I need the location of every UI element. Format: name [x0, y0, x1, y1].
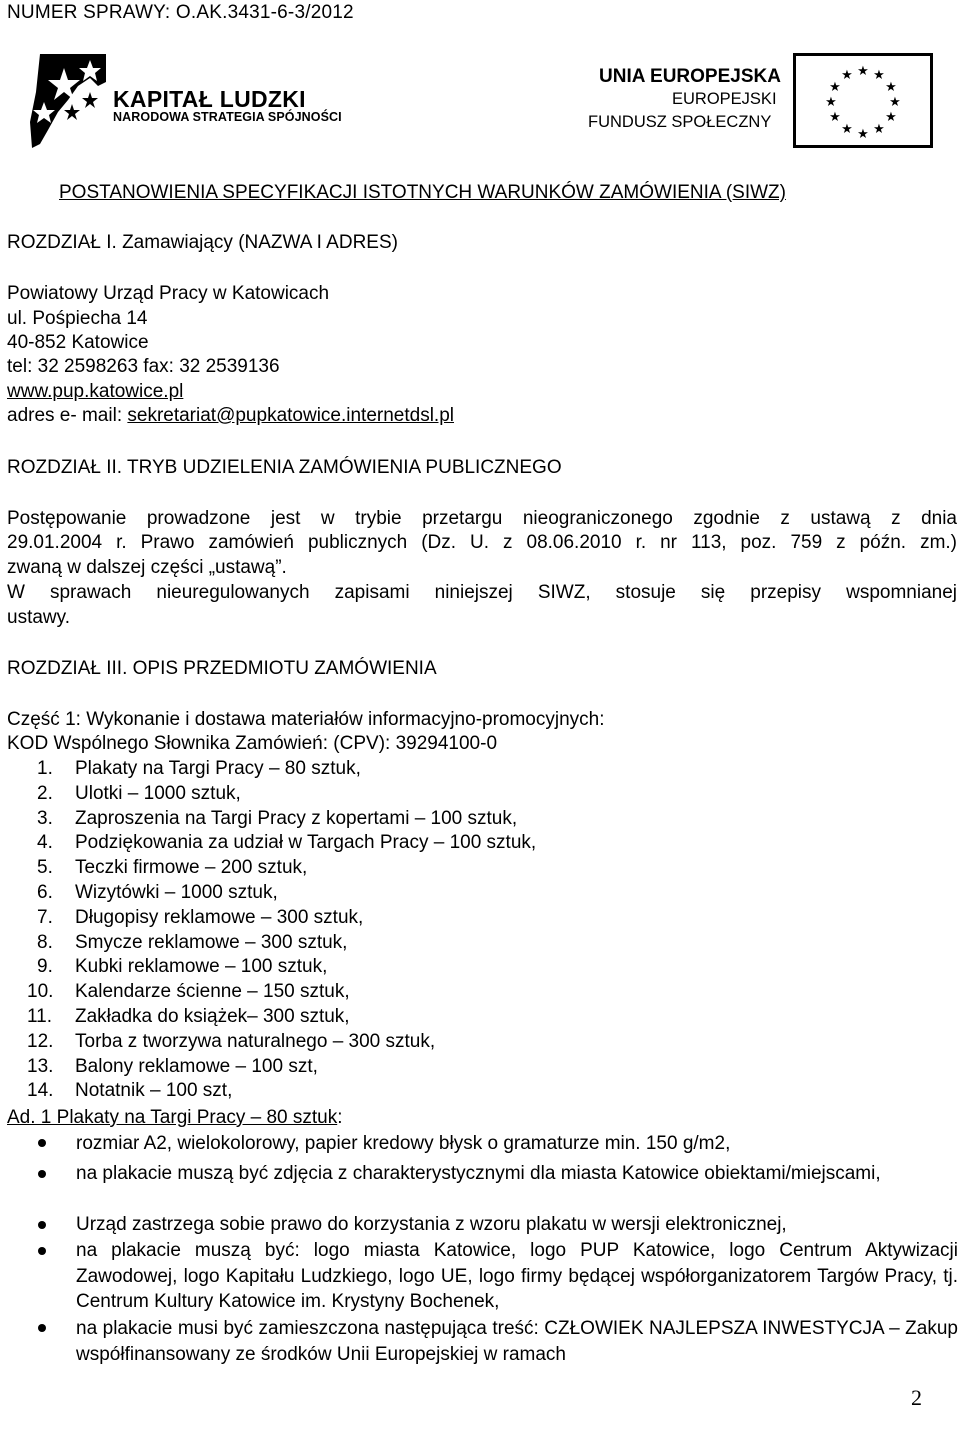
kapital-ludzki-title: KAPITAŁ LUDZKI [113, 86, 306, 112]
cpv-code: KOD Wspólnego Słownika Zamówień: (CPV): 39294100-0 [7, 733, 498, 754]
section3-heading: ROZDZIAŁ III. OPIS PRZEDMIOTU ZAMÓWIENIA [7, 658, 437, 679]
email-label: adres e- mail: [7, 405, 128, 426]
list-item-text: Długopisy reklamowe – 300 sztuk, [75, 906, 364, 928]
svg-text:★: ★ [885, 110, 897, 125]
kapital-ludzki-subtitle: NARODOWA STRATEGIA SPÓJNOŚCI [113, 110, 342, 124]
list-item-number: 13. [27, 1055, 54, 1077]
list-item-number: 14. [27, 1080, 54, 1102]
list-item-number: 9. [37, 956, 53, 978]
bullet-text: Urząd zastrzega sobie prawo do korzystania z wzoru plakatu w wersji elektronicznej, [76, 1214, 787, 1235]
bullet-dot [38, 1170, 46, 1178]
eu-flag-icon [793, 53, 933, 148]
list-item-text: Kubki reklamowe – 100 sztuk, [75, 956, 328, 978]
svg-text:★: ★ [857, 127, 869, 142]
list-item-text: Notatnik – 100 szt, [75, 1080, 233, 1102]
bullet-dot [38, 1247, 46, 1255]
phone-fax: tel: 32 2598263 fax: 32 2539136 [7, 356, 280, 377]
list-item-text: Podziękowania za udział w Targach Pracy – 100 sztuk, [75, 832, 537, 854]
eu-logo-line1: UNIA EUROPEJSKA [599, 66, 781, 87]
bullet-dot [38, 1139, 46, 1147]
svg-text:★: ★ [825, 95, 837, 110]
list-item-text: Balony reklamowe – 100 szt, [75, 1055, 318, 1077]
svg-text:★: ★ [829, 110, 841, 125]
contracting-authority-name: Powiatowy Urząd Pracy w Katowicach [7, 283, 330, 304]
list-item-number: 1. [37, 758, 53, 779]
list-item-text: Ulotki – 1000 sztuk, [75, 782, 241, 804]
list-item-text: Zakładka do książek– 300 sztuk, [75, 1006, 350, 1027]
email-link[interactable]: sekretariat@pupkatowice.internetdsl.pl [127, 405, 454, 426]
paragraph-line: zwaną w dalszej części „ustawą”. [7, 557, 287, 578]
bullet-dot [38, 1221, 46, 1229]
svg-text:★: ★ [885, 80, 897, 95]
bullet-text: na plakacie musi być zamieszczona następująca treść: CZŁOWIEK NAJLEPSZA INWESTYCJA – Zakup współfinansowany ze środków Unii Europejskiej w ramach [76, 1318, 958, 1365]
case-number: NUMER SPRAWY: O.AK.3431-6-3/2012 [7, 2, 354, 23]
list-item-number: 2. [37, 782, 53, 804]
bullet-text: na plakacie muszą być: logo miasta Katowice, logo PUP Katowice, logo Centrum Aktywizacji Zawodowej, logo Kapitału Ludzkiego, logo UE, logo firmy będącej współorganizatorem Targów Pracy, tj. Centrum Kultury Katowice im. Krystyny Bochenek, [76, 1240, 958, 1313]
bullet-dot [38, 1324, 46, 1332]
svg-text:★: ★ [829, 80, 841, 95]
eu-logo-line3: FUNDUSZ SPOŁECZNY [588, 113, 772, 131]
section2-heading: ROZDZIAŁ II. TRYB UDZIELENIA ZAMÓWIENIA PUBLICZNEGO [7, 457, 562, 478]
list-item-number: 10. [27, 981, 54, 1003]
list-item-number: 4. [37, 832, 53, 854]
list-item-number: 8. [37, 931, 53, 953]
document-title: POSTANOWIENIA SPECYFIKACJI ISTOTNYCH WARUNKÓW ZAMÓWIENIA (SIWZ) [59, 182, 786, 203]
bullet-text: na plakacie muszą być zdjęcia z charakterystycznymi dla miasta Katowice obiektami/miejscami, [76, 1163, 881, 1184]
svg-text:★: ★ [889, 95, 901, 110]
address-city: 40-852 Katowice [7, 332, 149, 353]
svg-text:★: ★ [841, 122, 853, 137]
list-item-number: 6. [37, 882, 53, 903]
address-street: ul. Pośpiecha 14 [7, 308, 148, 329]
website-link[interactable]: www.pup.katowice.pl [7, 381, 184, 402]
paragraph-line: ustawy. [7, 607, 71, 628]
list-item-text: Wizytówki – 1000 sztuk, [75, 882, 278, 903]
paragraph-line: 29.01.2004 r. Prawo zamówień publicznych (Dz. U. z 08.06.2010 r. nr 113, poz. 759 z późn. zm.) [7, 532, 957, 553]
list-item-text: Smycze reklamowe – 300 sztuk, [75, 931, 348, 953]
list-item-number: 7. [37, 906, 53, 928]
page-number: 2 [911, 1385, 922, 1410]
email-line [7, 404, 454, 428]
list-item-text: Zaproszenia na Targi Pracy z kopertami – 100 sztuk, [75, 807, 518, 829]
section1-heading: ROZDZIAŁ I. Zamawiający (NAZWA I ADRES) [7, 232, 398, 253]
paragraph-line: W sprawach nieuregulowanych zapisami niniejszej SIWZ, stosuje się przepisy wspomnianej [7, 582, 957, 603]
bullet-text: rozmiar A2, wielokolorowy, papier kredowy błysk o gramaturze min. 150 g/m2, [76, 1133, 731, 1154]
list-item-text: Kalendarze ścienne – 150 sztuk, [75, 981, 350, 1003]
svg-text:★: ★ [873, 122, 885, 137]
list-item-text: Plakaty na Targi Pracy – 80 sztuk, [75, 758, 361, 779]
svg-text:★: ★ [873, 68, 885, 83]
part1-heading: Część 1: Wykonanie i dostawa materiałów informacyjno-promocyjnych: [7, 709, 605, 730]
ad1-heading-text: Ad. 1 Plakaty na Targi Pracy – 80 sztuk [7, 1107, 338, 1128]
list-item-number: 12. [27, 1030, 54, 1052]
svg-text:★: ★ [857, 64, 869, 79]
ad1-heading [7, 1106, 343, 1130]
list-item-text: Torba z tworzywa naturalnego – 300 sztuk, [75, 1030, 436, 1052]
svg-text:★: ★ [841, 68, 853, 83]
eu-logo-line2: EUROPEJSKI [672, 90, 777, 108]
list-item-number: 5. [37, 857, 53, 879]
list-item-number: 3. [37, 807, 53, 829]
paragraph-line: Postępowanie prowadzone jest w trybie przetargu nieograniczonego zgodnie z ustawą z dnia [7, 508, 957, 529]
list-item-text: Teczki firmowe – 200 sztuk, [75, 857, 308, 879]
ad1-colon: : [337, 1107, 343, 1128]
list-item-number: 11. [27, 1006, 53, 1027]
